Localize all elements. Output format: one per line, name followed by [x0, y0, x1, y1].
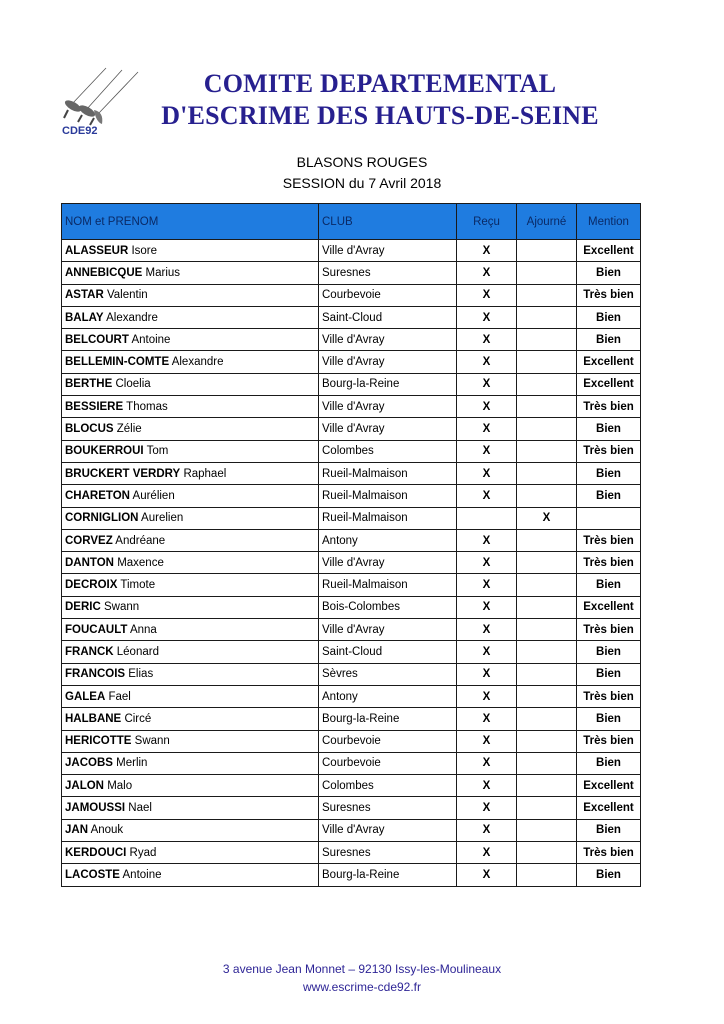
table-row — [62, 284, 641, 306]
cell-mention: Excellent — [577, 797, 641, 819]
cell-recu: X — [457, 663, 517, 685]
cell-ajourne — [517, 730, 577, 752]
col-header-ajourne: Ajourné — [517, 204, 577, 240]
first-name: Tom — [146, 445, 169, 458]
cell-recu: X — [457, 529, 517, 551]
last-name: BALAY — [65, 311, 104, 324]
cell-name — [62, 284, 319, 306]
first-name: Cloelia — [115, 378, 151, 391]
first-name: Léonard — [116, 645, 159, 658]
session-date: SESSION du 7 Avril 2018 — [282, 175, 442, 191]
cell-name — [62, 619, 319, 641]
cell-club: Suresnes — [319, 262, 457, 284]
cell-club: Rueil-Malmaison — [319, 574, 457, 596]
cell-recu: X — [457, 240, 517, 262]
cell-name — [62, 775, 319, 797]
table-row — [62, 306, 641, 328]
cell-name — [62, 396, 319, 418]
cell-ajourne — [517, 552, 577, 574]
last-name: BRUCKERT VERDRY — [65, 467, 181, 480]
table-row — [62, 507, 641, 529]
first-name: Anna — [129, 623, 157, 636]
session-category: BLASONS ROUGES — [296, 154, 428, 170]
cell-name — [62, 485, 319, 507]
cell-ajourne — [517, 685, 577, 707]
table-row — [62, 842, 641, 864]
table-row — [62, 685, 641, 707]
first-name: Swann — [103, 601, 140, 614]
cell-name — [62, 306, 319, 328]
last-name: CORNIGLION — [65, 512, 139, 525]
first-name: Andréane — [115, 534, 166, 547]
last-name: FRANCK — [65, 645, 114, 658]
cell-ajourne: X — [517, 507, 577, 529]
table-row — [62, 797, 641, 819]
cell-mention: Bien — [577, 462, 641, 484]
cell-club: Antony — [319, 685, 457, 707]
cell-name — [62, 797, 319, 819]
cell-name — [62, 418, 319, 440]
cell-recu: X — [457, 842, 517, 864]
col-header-club: CLUB — [319, 204, 457, 240]
cell-name — [62, 685, 319, 707]
table-row — [62, 529, 641, 551]
first-name: Aurélien — [132, 489, 175, 502]
last-name: BESSIERE — [65, 400, 124, 413]
cell-club: Ville d'Avray — [319, 351, 457, 373]
table-row — [62, 485, 641, 507]
cell-recu: X — [457, 819, 517, 841]
footer-address: 3 avenue Jean Monnet – 92130 Issy-les-Moulineaux — [222, 962, 502, 976]
cell-mention: Bien — [577, 708, 641, 730]
cell-mention: Très bien — [577, 529, 641, 551]
cell-name — [62, 663, 319, 685]
cde92-logo — [58, 62, 158, 138]
cell-name — [62, 373, 319, 395]
cell-name — [62, 507, 319, 529]
first-name: Anouk — [90, 824, 124, 837]
table-row — [62, 373, 641, 395]
first-name: Ryad — [129, 846, 157, 859]
first-name: Thomas — [126, 400, 168, 413]
cell-ajourne — [517, 351, 577, 373]
cell-mention: Excellent — [577, 351, 641, 373]
cell-ajourne — [517, 329, 577, 351]
first-name: Timote — [120, 579, 156, 592]
first-name: Marius — [145, 266, 181, 279]
cell-recu: X — [457, 306, 517, 328]
cell-club: Sèvres — [319, 663, 457, 685]
cell-ajourne — [517, 485, 577, 507]
cell-club: Rueil-Malmaison — [319, 485, 457, 507]
first-name: Antoine — [122, 868, 162, 881]
table-row — [62, 574, 641, 596]
col-header-recu: Reçu — [457, 204, 517, 240]
cell-club: Courbevoie — [319, 752, 457, 774]
cell-ajourne — [517, 596, 577, 618]
first-name: Nael — [128, 802, 152, 815]
last-name: HERICOTTE — [65, 735, 132, 748]
last-name: ANNEBICQUE — [65, 266, 143, 279]
svg-text:CDE92: CDE92 — [62, 125, 98, 137]
cell-ajourne — [517, 240, 577, 262]
cell-name — [62, 552, 319, 574]
cell-ajourne — [517, 262, 577, 284]
cell-recu: X — [457, 485, 517, 507]
cell-recu: X — [457, 752, 517, 774]
table-row — [62, 775, 641, 797]
cell-mention: Bien — [577, 574, 641, 596]
cell-name — [62, 240, 319, 262]
cell-mention: Très bien — [577, 284, 641, 306]
last-name: LACOSTE — [65, 868, 120, 881]
title-line-2: D'ESCRIME DES HAUTS-DE-SEINE — [161, 101, 599, 130]
cell-recu: X — [457, 574, 517, 596]
table-row — [62, 641, 641, 663]
cell-ajourne — [517, 529, 577, 551]
cell-mention: Très bien — [577, 685, 641, 707]
last-name: BELCOURT — [65, 333, 129, 346]
cell-club: Colombes — [319, 440, 457, 462]
cell-mention: Excellent — [577, 775, 641, 797]
cell-name — [62, 440, 319, 462]
cell-mention: Bien — [577, 864, 641, 886]
cell-recu: X — [457, 619, 517, 641]
cell-club: Ville d'Avray — [319, 418, 457, 440]
cell-name — [62, 708, 319, 730]
cell-recu: X — [457, 685, 517, 707]
first-name: Alexandre — [171, 356, 224, 369]
results-table — [61, 203, 641, 887]
col-header-name: NOM et PRENOM — [62, 204, 319, 240]
cell-recu: X — [457, 329, 517, 351]
first-name: Merlin — [116, 757, 148, 770]
page-title — [150, 68, 610, 132]
cell-name — [62, 730, 319, 752]
cell-ajourne — [517, 396, 577, 418]
cell-recu: X — [457, 708, 517, 730]
cell-ajourne — [517, 373, 577, 395]
cell-club: Ville d'Avray — [319, 552, 457, 574]
first-name: Malo — [107, 779, 133, 792]
cell-mention: Bien — [577, 262, 641, 284]
cell-mention: Bien — [577, 752, 641, 774]
title-line-1: COMITE DEPARTEMENTAL — [203, 69, 557, 98]
cell-recu: X — [457, 351, 517, 373]
last-name: CHARETON — [65, 489, 130, 502]
table-row — [62, 819, 641, 841]
first-name: Antoine — [131, 333, 171, 346]
table-row — [62, 619, 641, 641]
cell-mention: Bien — [577, 641, 641, 663]
cell-mention: Très bien — [577, 396, 641, 418]
last-name: JAN — [65, 824, 89, 837]
cell-name — [62, 819, 319, 841]
first-name: Alexandre — [106, 311, 158, 324]
cell-club: Rueil-Malmaison — [319, 462, 457, 484]
cell-club: Bourg-la-Reine — [319, 708, 457, 730]
cell-mention: Bien — [577, 329, 641, 351]
last-name: DANTON — [65, 556, 114, 569]
first-name: Circé — [124, 712, 152, 725]
cell-ajourne — [517, 306, 577, 328]
cell-recu: X — [457, 552, 517, 574]
fencing-masks-icon — [58, 62, 158, 138]
last-name: JACOBS — [65, 757, 113, 770]
cell-mention: Excellent — [577, 596, 641, 618]
first-name: Aurelien — [141, 512, 184, 525]
footer-website[interactable]: www.escrime-cde92.fr — [302, 980, 422, 994]
cell-mention: Bien — [577, 819, 641, 841]
cell-recu: X — [457, 596, 517, 618]
cell-ajourne — [517, 462, 577, 484]
last-name: FRANCOIS — [65, 668, 126, 681]
cell-recu — [457, 507, 517, 529]
last-name: BLOCUS — [65, 423, 114, 436]
table-row — [62, 329, 641, 351]
cell-ajourne — [517, 864, 577, 886]
first-name: Maxence — [117, 556, 164, 569]
cell-ajourne — [517, 418, 577, 440]
last-name: DECROIX — [65, 579, 118, 592]
cell-club: Saint-Cloud — [319, 306, 457, 328]
last-name: HALBANE — [65, 712, 122, 725]
cell-ajourne — [517, 752, 577, 774]
cell-name — [62, 596, 319, 618]
cell-mention: Bien — [577, 485, 641, 507]
cell-club: Ville d'Avray — [319, 240, 457, 262]
table-row — [62, 262, 641, 284]
last-name: BELLEMIN-COMTE — [65, 356, 170, 369]
cell-mention — [577, 507, 641, 529]
cell-mention: Bien — [577, 663, 641, 685]
cell-ajourne — [517, 641, 577, 663]
cell-name — [62, 842, 319, 864]
last-name: ALASSEUR — [65, 244, 129, 257]
cell-club: Colombes — [319, 775, 457, 797]
cell-club: Ville d'Avray — [319, 329, 457, 351]
cell-name — [62, 574, 319, 596]
cell-club: Suresnes — [319, 842, 457, 864]
cell-club: Ville d'Avray — [319, 396, 457, 418]
table-row — [62, 396, 641, 418]
last-name: DERIC — [65, 601, 101, 614]
table-row — [62, 864, 641, 886]
cell-mention: Très bien — [577, 842, 641, 864]
cell-recu: X — [457, 440, 517, 462]
cell-ajourne — [517, 574, 577, 596]
cell-name — [62, 529, 319, 551]
cell-mention: Excellent — [577, 240, 641, 262]
cell-name — [62, 752, 319, 774]
cell-name — [62, 351, 319, 373]
table-row — [62, 663, 641, 685]
cell-recu: X — [457, 730, 517, 752]
cell-club: Bois-Colombes — [319, 596, 457, 618]
cell-mention: Très bien — [577, 552, 641, 574]
first-name: Zélie — [116, 423, 142, 436]
cell-club: Suresnes — [319, 797, 457, 819]
cell-mention: Très bien — [577, 619, 641, 641]
cell-club: Ville d'Avray — [319, 819, 457, 841]
cell-recu: X — [457, 262, 517, 284]
cell-ajourne — [517, 284, 577, 306]
cell-ajourne — [517, 619, 577, 641]
cell-name — [62, 864, 319, 886]
cell-recu: X — [457, 396, 517, 418]
table-row — [62, 418, 641, 440]
cell-ajourne — [517, 663, 577, 685]
cell-recu: X — [457, 373, 517, 395]
cell-club: Rueil-Malmaison — [319, 507, 457, 529]
cell-ajourne — [517, 797, 577, 819]
first-name: Raphael — [183, 467, 227, 480]
cell-recu: X — [457, 641, 517, 663]
first-name: Elias — [128, 668, 154, 681]
cell-recu: X — [457, 797, 517, 819]
cell-ajourne — [517, 842, 577, 864]
cell-name — [62, 641, 319, 663]
cell-mention: Très bien — [577, 730, 641, 752]
cell-club: Bourg-la-Reine — [319, 373, 457, 395]
first-name: Swann — [134, 735, 170, 748]
last-name: KERDOUCI — [65, 846, 127, 859]
cell-mention: Excellent — [577, 373, 641, 395]
col-header-mention: Mention — [577, 204, 641, 240]
cell-club: Bourg-la-Reine — [319, 864, 457, 886]
cell-name — [62, 462, 319, 484]
cell-recu: X — [457, 864, 517, 886]
first-name: Fael — [108, 690, 131, 703]
table-row — [62, 730, 641, 752]
last-name: FOUCAULT — [65, 623, 128, 636]
table-header-row — [62, 204, 641, 240]
last-name: CORVEZ — [65, 534, 113, 547]
last-name: ASTAR — [65, 289, 104, 302]
cell-ajourne — [517, 708, 577, 730]
cell-ajourne — [517, 775, 577, 797]
cell-club: Courbevoie — [319, 730, 457, 752]
cell-club: Ville d'Avray — [319, 619, 457, 641]
cell-recu: X — [457, 462, 517, 484]
cell-mention: Très bien — [577, 440, 641, 462]
table-row — [62, 351, 641, 373]
cell-recu: X — [457, 284, 517, 306]
first-name: Isore — [131, 244, 158, 257]
cell-name — [62, 262, 319, 284]
first-name: Valentin — [106, 289, 148, 302]
cell-club: Courbevoie — [319, 284, 457, 306]
last-name: BOUKERROUI — [65, 445, 144, 458]
cell-ajourne — [517, 440, 577, 462]
cell-mention: Bien — [577, 418, 641, 440]
cell-club: Antony — [319, 529, 457, 551]
table-row — [62, 440, 641, 462]
cell-recu: X — [457, 775, 517, 797]
last-name: BERTHE — [65, 378, 113, 391]
cell-club: Saint-Cloud — [319, 641, 457, 663]
table-row — [62, 240, 641, 262]
table-row — [62, 462, 641, 484]
cell-ajourne — [517, 819, 577, 841]
table-row — [62, 708, 641, 730]
cell-mention: Bien — [577, 306, 641, 328]
table-row — [62, 752, 641, 774]
cell-name — [62, 329, 319, 351]
last-name: GALEA — [65, 690, 106, 703]
cell-recu: X — [457, 418, 517, 440]
table-row — [62, 552, 641, 574]
last-name: JALON — [65, 779, 104, 792]
table-row — [62, 596, 641, 618]
last-name: JAMOUSSI — [65, 802, 126, 815]
